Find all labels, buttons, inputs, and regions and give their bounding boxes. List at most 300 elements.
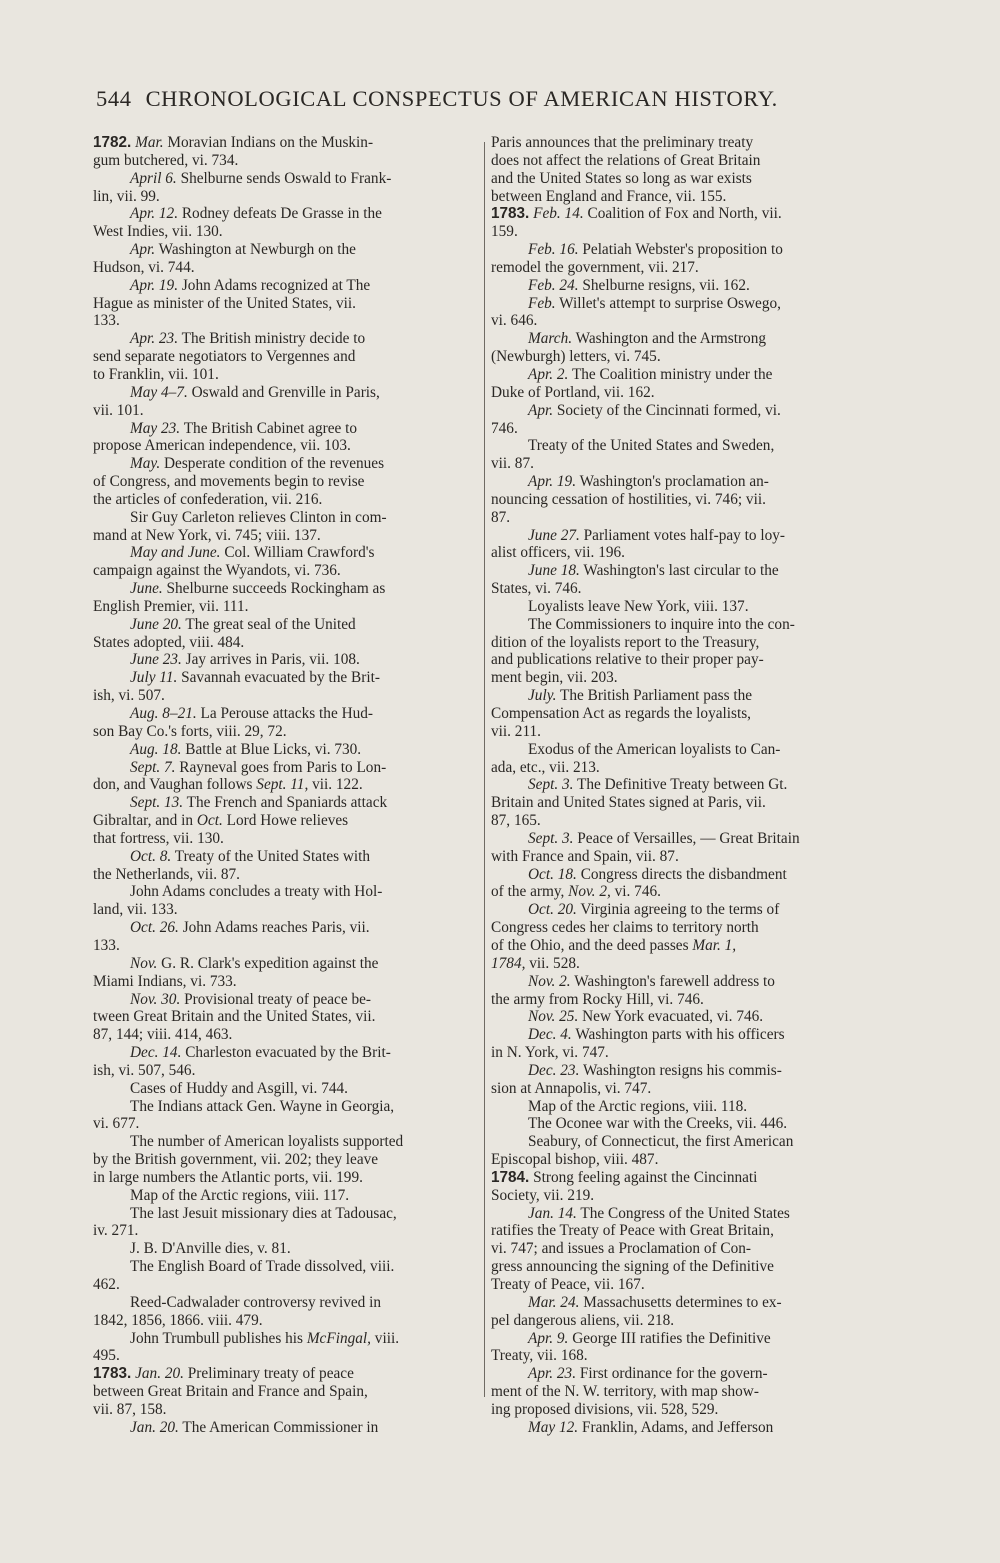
entry-date: Oct. 26. [130, 919, 179, 937]
entry-text: vii. 87. [491, 455, 534, 473]
text-line [93, 616, 475, 634]
entry-text: Society of the Cincinnati formed, vi. [556, 401, 781, 419]
entry-text: and publications relative to their proper pay- [491, 651, 764, 669]
entry-text: remodel the government, vii. 217. [491, 258, 699, 276]
entry-text: La Perouse attacks the Hud- [200, 705, 374, 722]
text-line [93, 830, 475, 848]
text-line [491, 1276, 874, 1294]
entry-date: Mar. [135, 134, 164, 151]
entry-date: Aug. 8–21. [130, 705, 197, 722]
entry-text: New York evacuated, vi. 746. [582, 1008, 764, 1026]
text-line [491, 1330, 874, 1348]
text-line [93, 794, 475, 812]
text-line [93, 901, 475, 919]
entry-text: of the army, [491, 883, 565, 901]
entry-text: Duke of Portland, vii. 162. [491, 383, 655, 401]
text-line [491, 259, 874, 277]
entry-date: Feb. 14. [533, 205, 584, 223]
text-line [93, 1044, 475, 1062]
entry-text: Pelatiah Webster's proposition to [582, 241, 783, 259]
entry-text: Moravian Indians on the Muskin- [167, 134, 374, 151]
entry-text: Seabury, of Connecticut, the first American [528, 1133, 794, 1151]
text-line [93, 1276, 475, 1294]
entry-text: Massachusetts determines to ex- [583, 1293, 782, 1311]
text-line [93, 384, 475, 402]
text-line [491, 919, 874, 937]
text-line [93, 1419, 475, 1437]
entry-text: the Netherlands, vii. 87. [93, 865, 240, 883]
entry-text: land, vii. 133. [93, 901, 178, 919]
entry-text: The Definitive Treaty between Gt. [577, 776, 788, 794]
text-line [491, 1205, 874, 1223]
entry-text: ada, etc., vii. 213. [491, 758, 600, 776]
entry-text: 133. [93, 936, 120, 954]
text-line [93, 134, 475, 152]
entry-text: The British Cabinet agree to [183, 419, 358, 437]
entry-text: alist officers, vii. 196. [491, 544, 625, 562]
entry-text: 133. [93, 312, 120, 330]
entry-text: The great seal of the United [185, 615, 356, 633]
text-line [93, 1008, 475, 1026]
text-line [491, 312, 874, 330]
text-line [491, 330, 874, 348]
text-line [93, 883, 475, 901]
entry-text: Treaty of Peace, vii. 167. [491, 1276, 645, 1293]
text-line [491, 170, 874, 188]
text-line [93, 955, 475, 973]
text-line [491, 544, 874, 562]
entry-text: The number of American loyalists supported [130, 1133, 404, 1151]
text-line [491, 1098, 874, 1116]
entry-text: Gibraltar, and in [93, 812, 194, 830]
entry-text: Map of the Arctic regions, viii. 117. [130, 1186, 350, 1204]
entry-text: ratifies the Treaty of Peace with Great Britain, [491, 1222, 774, 1240]
text-line [491, 1115, 874, 1133]
text-line [93, 295, 475, 313]
text-line [491, 1187, 874, 1205]
left-column [93, 134, 475, 1437]
entry-date: Oct. 20. [528, 901, 577, 919]
entry-date: June 18. [528, 562, 580, 580]
entry-text: Virginia agreeing to the terms of [580, 901, 780, 919]
text-line [491, 1026, 874, 1044]
text-line [93, 580, 475, 598]
entry-text: The British ministry decide to [181, 330, 366, 348]
text-line [491, 223, 874, 241]
entry-text: ment of the N. W. territory, with map show- [491, 1383, 759, 1401]
text-line [491, 437, 874, 455]
entry-text: 462. [93, 1276, 120, 1293]
italic-reference: Oct. [196, 812, 223, 830]
entry-text: the army from Rocky Hill, vi. 746. [491, 990, 704, 1008]
entry-text: in large numbers the Atlantic ports, vii. 199. [93, 1168, 363, 1186]
entry-text: 746. [491, 419, 518, 437]
entry-text: Exodus of the American loyalists to Can- [528, 740, 781, 758]
entry-text: Washington and the Armstrong [575, 330, 766, 348]
entry-text: The English Board of Trade dissolved, viii. [130, 1258, 395, 1276]
entry-date: Apr. 23. [528, 1365, 577, 1383]
entry-text: States, vi. 746. [491, 580, 582, 598]
column-divider [484, 142, 485, 1397]
entry-text: vii. 101. [93, 401, 144, 419]
text-line [491, 812, 874, 830]
text-line [491, 152, 874, 170]
text-line [93, 705, 475, 723]
entry-text: Oswald and Grenville in Paris, [191, 383, 380, 401]
text-line [491, 491, 874, 509]
entry-text: John Adams reaches Paris, vii. [182, 919, 370, 937]
entry-text: John Adams recognized at The [181, 276, 371, 294]
entry-text: vi. 646. [491, 312, 538, 330]
text-line [491, 866, 874, 884]
entry-text: vii. 87, 158. [93, 1400, 167, 1418]
text-line [491, 348, 874, 366]
entry-date: May 23. [130, 419, 181, 437]
entry-text: 87, 144; viii. 414, 463. [93, 1026, 233, 1044]
entry-text: son Bay Co.'s forts, viii. 29, 72. [93, 722, 287, 740]
text-line [491, 616, 874, 634]
entry-text: vi. 747; and issues a Proclamation of Con- [491, 1240, 752, 1258]
text-line [93, 1169, 475, 1187]
entry-text: in N. York, vi. 747. [491, 1044, 609, 1062]
entry-text: campaign against the Wyandots, vi. 736. [93, 562, 341, 580]
entry-text: Parliament votes half-pay to loy- [583, 526, 786, 544]
entry-text: iv. 271. [93, 1222, 139, 1240]
entry-text: gress announcing the signing of the Definitive [491, 1258, 774, 1276]
entry-text: with France and Spain, vii. 87. [491, 847, 679, 865]
text-line [491, 883, 874, 901]
entry-text-tail: viii. [374, 1329, 400, 1347]
entry-text: First ordinance for the govern- [579, 1365, 768, 1383]
text-line [93, 598, 475, 616]
entry-text: Provisional treaty of peace be- [184, 990, 371, 1008]
italic-reference: McFingal, [306, 1329, 371, 1347]
text-line [93, 634, 475, 652]
entry-text: Shelburne resigns, vii. 162. [582, 276, 750, 294]
entry-text-tail: vii. 122. [312, 776, 363, 794]
entry-text: Franklin, Adams, and Jefferson [581, 1418, 774, 1436]
entry-text: Congress directs the disbandment [580, 865, 787, 883]
entry-date: Feb. 16. [528, 241, 579, 259]
text-line [491, 634, 874, 652]
text-line [491, 1044, 874, 1062]
text-line [491, 1222, 874, 1240]
text-line [93, 1401, 475, 1419]
italic-reference: Mar. 1, [692, 936, 737, 954]
text-line [93, 1240, 475, 1258]
entry-text: Washington's last circular to the [583, 562, 779, 580]
entry-text: does not affect the relations of Great Britain [491, 151, 761, 169]
year-marker: 1783. [93, 1365, 132, 1383]
entry-date: June 27. [528, 526, 580, 544]
text-line [491, 241, 874, 259]
entry-text: the articles of confederation, vii. 216. [93, 490, 323, 508]
entry-date: July 11. [130, 669, 178, 687]
entry-date: Nov. [130, 954, 158, 972]
text-line [93, 455, 475, 473]
entry-date: June. [130, 580, 163, 598]
text-line [491, 723, 874, 741]
entry-text: Congress cedes her claims to territory north [491, 919, 759, 937]
entry-text: Society, vii. 219. [491, 1186, 595, 1204]
text-line [491, 794, 874, 812]
text-line [93, 527, 475, 545]
page-number: 544 [96, 86, 132, 111]
text-line [491, 527, 874, 545]
entry-text: Miami Indians, vi. 733. [93, 972, 237, 990]
entry-text: Britain and United States signed at Paris, vii. [491, 794, 766, 812]
entry-text: by the British government, vii. 202; they leave [93, 1151, 379, 1169]
text-line [93, 776, 475, 794]
entry-date: May 4–7. [130, 383, 188, 401]
entry-text: The French and Spaniards attack [186, 794, 388, 812]
text-line [93, 848, 475, 866]
text-line [93, 509, 475, 527]
entry-date: Dec. 14. [130, 1044, 182, 1062]
text-line [93, 991, 475, 1009]
text-line [491, 973, 874, 991]
entry-text: Paris announces that the preliminary treaty [491, 134, 754, 151]
entry-date: Oct. 18. [528, 865, 577, 883]
entry-text: and the United States so long as war exists [491, 169, 752, 187]
entry-date: Nov. 30. [130, 990, 181, 1008]
entry-date: May 12. [528, 1418, 579, 1436]
text-line [491, 776, 874, 794]
text-line [491, 134, 874, 152]
entry-text: lin, vii. 99. [93, 187, 160, 205]
text-line [93, 366, 475, 384]
entry-date: Sept. 13. [130, 794, 184, 812]
year-marker: 1784. [491, 1168, 530, 1186]
entry-date: Apr. [528, 401, 554, 419]
text-line [491, 759, 874, 777]
text-line [93, 1205, 475, 1223]
text-line [491, 473, 874, 491]
text-line [93, 651, 475, 669]
entry-text: The Oconee war with the Creeks, vii. 446. [528, 1115, 788, 1133]
entry-text: The Coalition ministry under the [571, 365, 773, 383]
text-line [491, 366, 874, 384]
entry-text: West Indies, vii. 130. [93, 223, 223, 241]
entry-date: June 23. [130, 651, 182, 669]
entry-date: March. [528, 330, 573, 348]
text-line [93, 1026, 475, 1044]
text-line [491, 580, 874, 598]
text-line [93, 241, 475, 259]
entry-text: Desperate condition of the revenues [164, 455, 385, 473]
entry-text: G. R. Clark's expedition against the [161, 954, 379, 972]
entry-text: (Newburgh) letters, vi. 745. [491, 348, 661, 366]
text-line [491, 1294, 874, 1312]
text-line [93, 812, 475, 830]
entry-date: May. [130, 455, 161, 473]
text-line [93, 669, 475, 687]
entry-text: of the Ohio, and the deed passes [491, 936, 689, 954]
page-header [96, 86, 808, 120]
entry-text: Treaty of the United States and Sweden, [528, 437, 775, 455]
text-line [93, 1330, 475, 1348]
text-line [491, 1347, 874, 1365]
entry-text: vii. 211. [491, 722, 541, 740]
text-line [93, 348, 475, 366]
entry-text: ish, vi. 507. [93, 687, 165, 705]
text-line [491, 848, 874, 866]
text-line [491, 955, 874, 973]
text-line [93, 223, 475, 241]
text-line [491, 1312, 874, 1330]
entry-text: Treaty, vii. 168. [491, 1347, 588, 1365]
entry-text: George III ratifies the Definitive [572, 1329, 771, 1347]
text-line [491, 669, 874, 687]
text-line [93, 973, 475, 991]
entry-text: propose American independence, vii. 103. [93, 437, 351, 455]
entry-text: Washington's proclamation an- [579, 473, 769, 491]
entry-text: sion at Annapolis, vi. 747. [491, 1079, 652, 1097]
text-line [491, 1008, 874, 1026]
entry-date: Feb. 24. [528, 276, 579, 294]
entry-text-tail: vii. 528. [529, 954, 580, 972]
entry-text: Compensation Act as regards the loyalists, [491, 705, 752, 722]
text-line [491, 1258, 874, 1276]
text-line [491, 1383, 874, 1401]
text-line [93, 402, 475, 420]
text-line [491, 598, 874, 616]
entry-date: Nov. 2. [528, 972, 571, 990]
running-title: CHRONOLOGICAL CONSPECTUS OF AMERICAN HISTORY. [145, 86, 778, 111]
entry-text: Willet's attempt to surprise Oswego, [559, 294, 781, 312]
text-line [491, 402, 874, 420]
entry-text: 1842, 1856, 1866. viii. 479. [93, 1311, 263, 1329]
entry-date: Nov. 25. [528, 1008, 579, 1026]
text-line [93, 152, 475, 170]
entry-text: that fortress, vii. 130. [93, 829, 224, 847]
text-line [491, 687, 874, 705]
text-line [491, 277, 874, 295]
text-line [93, 491, 475, 509]
text-line [491, 295, 874, 313]
entry-date: April 6. [130, 169, 177, 187]
entry-text: 159. [491, 223, 518, 241]
text-line [93, 1347, 475, 1365]
text-line [491, 384, 874, 402]
entry-text: vi. 677. [93, 1115, 140, 1133]
year-marker: 1782. [93, 134, 132, 151]
entry-text: 495. [93, 1347, 120, 1365]
text-line [491, 205, 874, 223]
entry-text: Sir Guy Carleton relieves Clinton in com- [130, 508, 387, 526]
entry-text: 87, 165. [491, 812, 541, 830]
italic-reference: Nov. 2, [568, 883, 611, 901]
entry-text: Battle at Blue Licks, vi. 730. [185, 740, 362, 758]
entry-text: mand at New York, vi. 745; viii. 137. [93, 526, 321, 544]
entry-text: The last Jesuit missionary dies at Tadousac, [130, 1204, 397, 1222]
entry-text: to Franklin, vii. 101. [93, 365, 219, 383]
entry-text: Washington parts with his officers [575, 1026, 785, 1044]
text-line [491, 651, 874, 669]
entry-text: Cases of Huddy and Asgill, vi. 744. [130, 1079, 348, 1097]
text-line [491, 1169, 874, 1187]
text-line [93, 188, 475, 206]
text-line [93, 277, 475, 295]
entry-text: between Great Britain and France and Spain, [93, 1383, 368, 1401]
entry-text: Hague as minister of the United States, vii. [93, 294, 356, 312]
text-line [93, 866, 475, 884]
entry-date: Apr. 19. [130, 276, 179, 294]
text-line [93, 1151, 475, 1169]
italic-reference: 1784, [491, 954, 526, 972]
entry-date: Jan. 20. [130, 1418, 179, 1436]
text-line [93, 937, 475, 955]
entry-text: Washington resigns his commis- [582, 1061, 782, 1079]
text-line [491, 1240, 874, 1258]
text-line [491, 1151, 874, 1169]
entry-text: Map of the Arctic regions, viii. 118. [528, 1097, 748, 1115]
entry-date: Apr. [130, 241, 156, 259]
entry-text: Shelburne succeeds Rockingham as [166, 580, 386, 598]
text-line [491, 1365, 874, 1383]
text-line [491, 1401, 874, 1419]
entry-text: Washington at Newburgh on the [158, 241, 356, 259]
text-line [491, 455, 874, 473]
entry-text: Reed-Cadwalader controversy revived in [130, 1293, 382, 1311]
text-line [93, 687, 475, 705]
text-line [93, 312, 475, 330]
text-line [491, 420, 874, 438]
entry-text: dition of the loyalists report to the Treasury, [491, 633, 760, 651]
text-line [491, 937, 874, 955]
entry-text: Rodney defeats De Grasse in the [181, 205, 382, 223]
entry-text: Hudson, vi. 744. [93, 258, 195, 276]
text-line [93, 1115, 475, 1133]
text-line [491, 741, 874, 759]
text-line [491, 1133, 874, 1151]
text-line [93, 1383, 475, 1401]
entry-date: Sept. 7. [130, 758, 176, 776]
text-line [93, 420, 475, 438]
text-line [93, 1222, 475, 1240]
text-line [93, 330, 475, 348]
text-line [93, 723, 475, 741]
text-line [93, 1312, 475, 1330]
entry-text: J. B. D'Anville dies, v. 81. [130, 1240, 291, 1258]
text-line [93, 1187, 475, 1205]
entry-text: nouncing cessation of hostilities, vi. 746; vii. [491, 490, 766, 508]
entry-date: July. [528, 687, 557, 705]
entry-date: Apr. 9. [528, 1329, 569, 1347]
text-line [93, 1080, 475, 1098]
text-line [93, 170, 475, 188]
entry-text: ing proposed divisions, vii. 528, 529. [491, 1400, 719, 1418]
entry-date: Sept. 3. [528, 776, 574, 794]
text-line [491, 991, 874, 1009]
entry-text: The American Commissioner in [182, 1418, 379, 1436]
entry-text: Savannah evacuated by the Brit- [181, 669, 380, 687]
entry-text: The Congress of the United States [580, 1204, 790, 1222]
entry-text: English Premier, vii. 111. [93, 597, 249, 615]
entry-text: The Commissioners to inquire into the con- [528, 615, 795, 633]
italic-reference: Sept. 11, [256, 776, 309, 794]
entry-text: ment begin, vii. 203. [491, 669, 618, 687]
text-line [93, 437, 475, 455]
text-line [491, 830, 874, 848]
entry-date: Mar. 24. [528, 1293, 580, 1311]
entry-text: Shelburne sends Oswald to Frank- [180, 169, 392, 187]
text-line [93, 544, 475, 562]
entry-text: Strong feeling against the Cincinnati [533, 1168, 758, 1186]
entry-text: between England and France, vii. 155. [491, 187, 727, 205]
text-line [93, 919, 475, 937]
entry-text: 87. [491, 508, 511, 526]
